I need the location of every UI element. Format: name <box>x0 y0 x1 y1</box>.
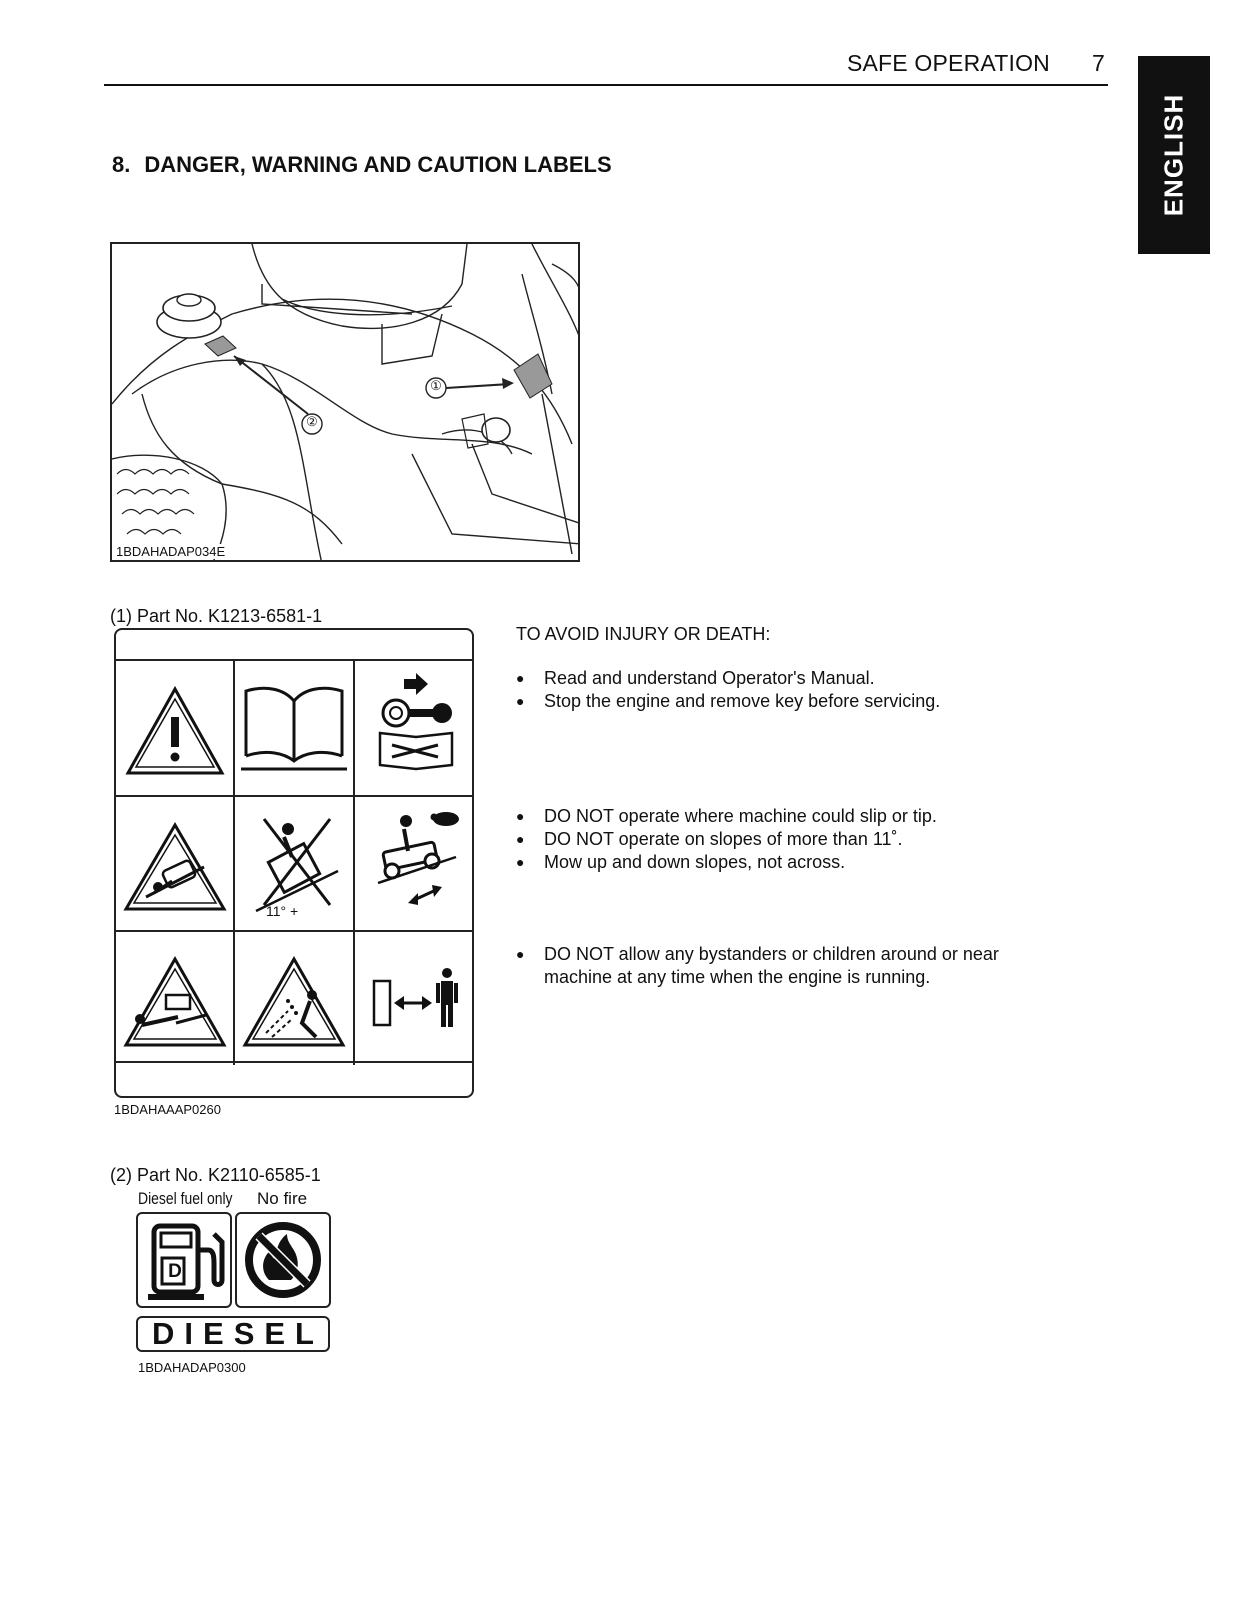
header-rule <box>104 84 1108 86</box>
read-manual-icon <box>241 688 347 769</box>
keep-distance-icon <box>374 968 458 1027</box>
section-number: 8. <box>112 152 131 177</box>
label-1-code: 1BDAHAAAP0260 <box>114 1102 221 1117</box>
label-1-caption: (1) Part No. K1213-6581-1 <box>110 606 323 626</box>
label-2-location <box>205 336 236 356</box>
diesel-pump-panel <box>136 1212 232 1308</box>
runover-warning-icon <box>126 959 224 1045</box>
mower-line-drawing <box>112 244 580 562</box>
label-2-caption: (2) Part No. K2110-6585-1 <box>110 1165 321 1185</box>
remove-key-icon <box>380 673 452 769</box>
label-1-location <box>514 354 552 398</box>
illustration-code: 1BDAHADAP034E <box>116 544 228 559</box>
slope-angle-text: 11° + <box>266 903 299 919</box>
running-header-title: SAFE OPERATION <box>846 50 1050 76</box>
leader-line-1 <box>446 384 510 388</box>
instructions-group-3 <box>516 943 1056 989</box>
fuel-cap <box>157 294 221 338</box>
callout-2: ② <box>306 414 318 429</box>
language-tab-label: ENGLISH <box>1158 93 1189 217</box>
avoid-injury-heading: TO AVOID INJURY OR DEATH: <box>516 624 771 644</box>
instructions-group-1 <box>516 667 940 713</box>
rollover-warning-icon <box>126 825 224 909</box>
instruction-item: ● Stop the engine and remove key before servicing. <box>516 690 940 713</box>
instruction-item: ● Mow up and down slopes, not across. <box>516 851 937 874</box>
diesel-only-text: Diesel fuel only <box>138 1189 233 1208</box>
language-tab <box>1138 56 1210 254</box>
section-title: DANGER, WARNING AND CAUTION LABELS <box>144 152 612 177</box>
no-fire-panel <box>235 1212 331 1308</box>
pictogram-grid-lines <box>116 661 473 1065</box>
page-number: 7 <box>1092 50 1105 76</box>
instruction-item: ● Read and understand Operator's Manual. <box>516 667 940 690</box>
no-steep-slope-icon <box>256 819 338 911</box>
instructions-group-2 <box>516 805 937 874</box>
leader-arrow-1 <box>502 378 514 389</box>
leader-line-2 <box>234 356 308 414</box>
pump-letter: D <box>168 1261 182 1282</box>
instruction-item: ● DO NOT operate on slopes of more than 11˚. <box>516 828 937 851</box>
instruction-item: ● DO NOT operate where machine could slip or tip. <box>516 805 937 828</box>
warning-triangle-icon <box>128 689 222 773</box>
callout-1: ① <box>430 378 442 393</box>
tire-tread <box>117 470 194 535</box>
label-2-code: 1BDAHADAP0300 <box>138 1360 246 1375</box>
slow-slope-operation-icon <box>378 812 459 905</box>
fuel-pump-icon <box>138 1214 230 1306</box>
label-1-pictogram-grid <box>116 659 473 1063</box>
diesel-word-panel: DIESEL <box>136 1316 330 1352</box>
mower-illustration <box>110 242 580 562</box>
section-heading <box>112 152 612 178</box>
instruction-item: ● DO NOT allow any bystanders or children around or near machine at any time when the engine is running. <box>516 943 1056 989</box>
no-fire-text: No fire <box>257 1189 308 1208</box>
thrown-object-warning-icon <box>245 959 343 1045</box>
no-fire-icon <box>237 1214 329 1306</box>
